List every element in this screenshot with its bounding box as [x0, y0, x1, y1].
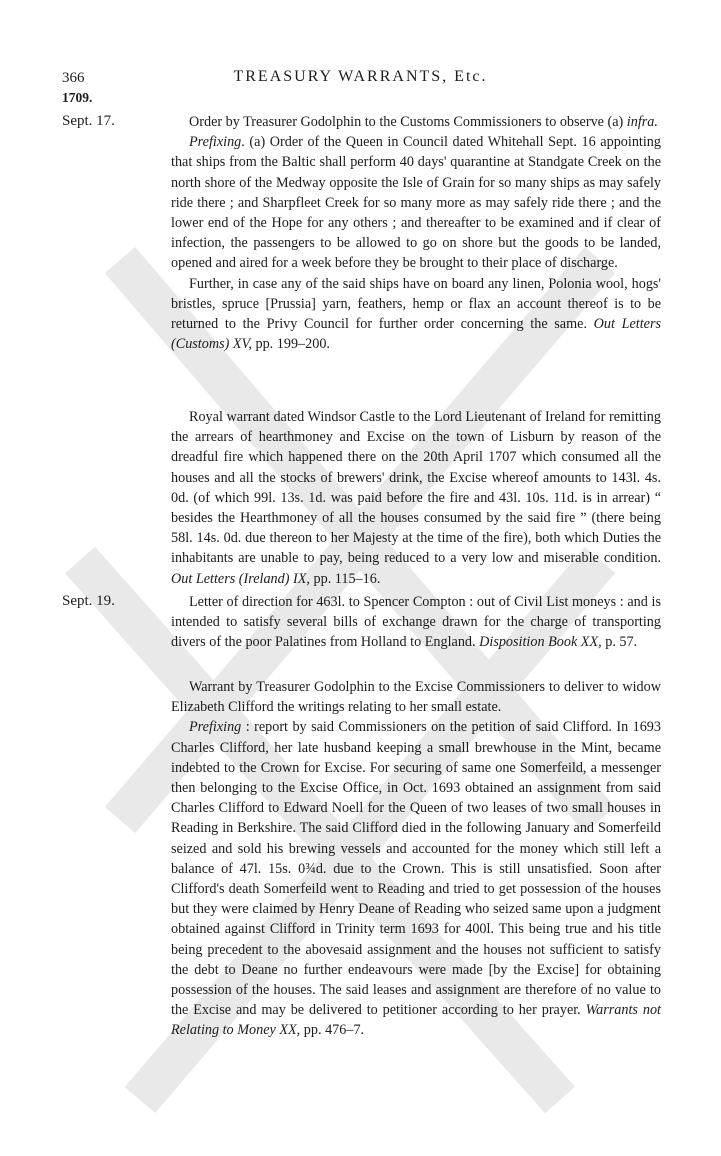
entry-date: Sept. 19. — [62, 593, 115, 609]
entry-date: Sept. 17. — [62, 113, 115, 129]
entry-spencer-compton — [171, 592, 661, 653]
paragraph: Further, in case any of the said ships have on board any linen, Polonia wool, hogs' bristles, spruce [Prussia] yarn, feathers, hemp or flax an account thereof is to be returned to the Privy Council for further order concerning the same. Out Letters (Customs) XV, pp. 199–200. — [171, 275, 662, 353]
paragraph: Warrant by Treasurer Godolphin to the Excise Commissioners to deliver to widow Elizabeth Clifford the writings relating to her small estate. — [171, 679, 661, 716]
paragraph: Order by Treasurer Godolphin to the Customs Commissioners to observe (a) infra. — [189, 114, 658, 130]
source-reference: Out Letters (Ireland) IX, — [171, 570, 310, 587]
paragraph: Prefixing : report by said Commissioners on the petition of said Clifford. In 1693 Charles Clifford, her late husband keeping a small brewhouse in the Mint, became indebted to the Crown for Excise. For securing of same one Somerfeild, a messenger then belonging to the Excise Office, in Oct. 1693 obtained an assignment from said Charles Clifford to Edward Noell for the Queen of two leases of two small houses in Reading in Berkshire. The said Clifford died in the following January and Somerfeild seized and sold his brewing vessels and accounted for the money which still left a balance of 47l. 15s. 0¾d. due to the Crown. This is still unsatisfied. Soon after Clifford's death Somerfeild went to Reading and tried to get possession of the houses but they were claimed by Henry Deane of Reading who seized same upon a judgment obtained against Clifford in Trinity term 1693 for 400l. This being true and his title being precedent to the abovesaid assignment and the houses not sufficient to satisfy the debt to Deane no further endeavours were made [by the Excise] for obtaining possession of the houses. The said leases and assignment are therefore of no value to the Excise and may be delivered to petitioner according to her prayer. Warrants not Relating to Money XX, pp. 476–7. — [171, 719, 661, 1039]
page-number: 366 — [62, 70, 85, 86]
paragraph: Prefixing. (a) Order of the Queen in Council dated Whitehall Sept. 16 appointing that ships from the Baltic shall perform 40 days' quarantine at Standgate Creek on the north shore of the Medway opposite the Isle of Grain for so many ships as may safely ride there ; and Sharpfleet Creek for so many more as may safely ride there ; and the lower end of the Hope for any others ; and thereafter to be examined and if clear of infection, the passengers to be allowed to go on shore but the goods to be landed, opened and aired for a week before they be brought to their place of discharge. — [171, 134, 661, 272]
running-head: TREASURY WARRANTS, Etc. — [233, 68, 488, 85]
paragraph: Letter of direction for 463l. to Spencer Compton : out of Civil List moneys : and is intended to satisfy several bills of exchange drawn for the charge of transporting divers of the poor Palatines from Holland to England. Disposition Book XX, p. 57. — [171, 594, 661, 651]
source-reference: Warrants not Relating to Money XX, — [171, 1002, 661, 1039]
entry-lisburn-fire — [171, 407, 661, 589]
entry-clifford-writings — [171, 677, 661, 1041]
year-label: 1709. — [62, 90, 93, 105]
source-reference: Out Letters (Customs) XV, — [171, 316, 662, 353]
entry-customs-quarantine — [171, 112, 661, 354]
source-reference: Disposition Book XX, — [479, 634, 602, 651]
paragraph: Royal warrant dated Windsor Castle to the Lord Lieutenant of Ireland for remitting the arrears of hearthmoney and Excise on the town of Lisburn by reason of the dreadful fire which happened there on the 20th April 1707 which consumed all the houses and all the stocks of brewers' drink, the Excise whereof amounts to 143l. 4s. 0d. (of which 99l. 13s. 1d. was paid before the fire and 43l. 10s. 11d. is in arrear) “ besides the Hearthmoney of all the houses consumed by the said fire ” (there being 58l. 14s. 0d. due thereon to her Majesty at the time of the fire), both which Duties the inhabitants are unable to pay, being reduced to a very low and miserable condition. Out Letters (Ireland) IX, pp. 115–16. — [171, 409, 661, 587]
